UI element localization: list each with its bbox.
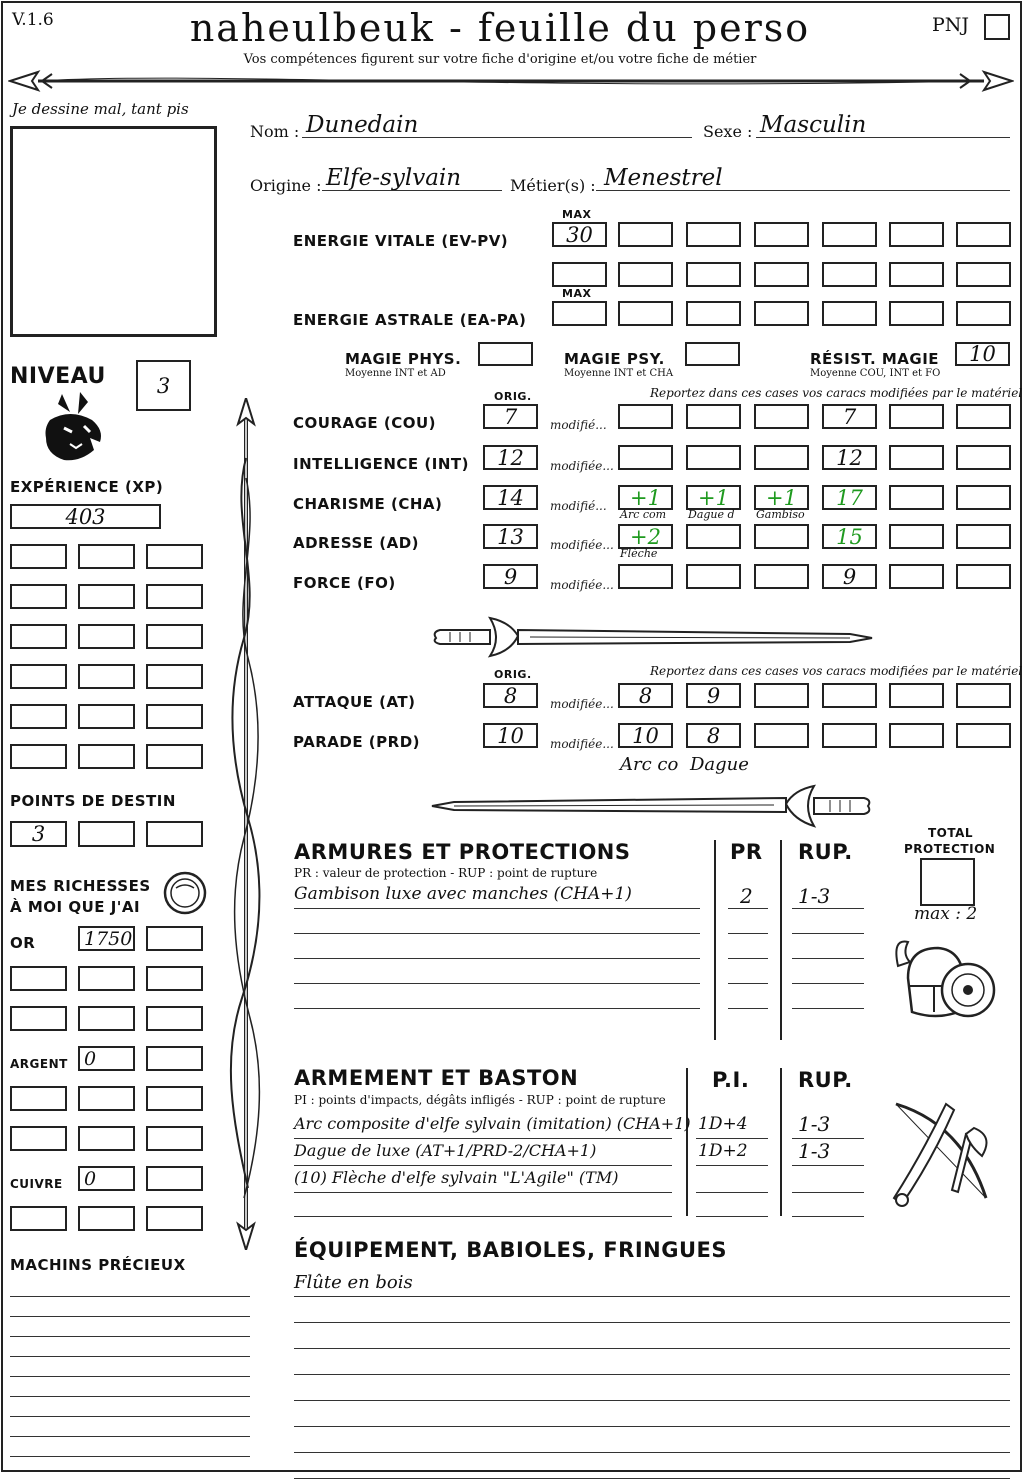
equipment-line-7 (294, 1452, 1010, 1453)
equipment-line-3 (294, 1348, 1010, 1349)
stat-mod-box-4-5[interactable] (889, 524, 944, 549)
sex-value[interactable]: Masculin (760, 112, 867, 138)
xp-box-2-3[interactable] (146, 584, 203, 609)
stats-report-note: Reportez dans ces cases vos caracs modifiées par le matériel (650, 386, 1023, 400)
resist-magic-box[interactable]: 10 (955, 342, 1010, 366)
ea-max-label: MAX (562, 287, 592, 300)
stat-mod-box-3-2[interactable]: +1 (686, 485, 741, 510)
treasure-line-4 (10, 1356, 250, 1357)
xp-box-1-3[interactable] (146, 544, 203, 569)
combat-mod-box-2-6[interactable] (956, 723, 1011, 748)
weapon-pi-line-4 (696, 1216, 768, 1217)
stat-mod-label-5: modifiée... (550, 578, 614, 592)
weapon-line-4 (294, 1216, 672, 1217)
combat-label-1: ATTAQUE (AT) (293, 693, 416, 711)
stat-mod-label-4: modifiée... (550, 538, 614, 552)
experience-label: EXPÉRIENCE (XP) (10, 478, 164, 496)
stat-label-4: ADRESSE (AD) (293, 534, 420, 552)
ea-box-2[interactable] (618, 301, 673, 326)
ea-box-3[interactable] (686, 301, 741, 326)
money-box-7-1[interactable]: 0 (78, 1166, 135, 1191)
stat-mod-box-4-4[interactable]: 15 (822, 524, 877, 549)
money-box-8-1[interactable] (10, 1206, 67, 1231)
helmet-shield-icon (888, 928, 998, 1036)
total-protection-box[interactable] (920, 858, 975, 906)
job-line (596, 190, 1010, 191)
armor-pr-1: 2 (740, 884, 753, 908)
armor-line-1 (294, 908, 700, 909)
ea-box-5[interactable] (822, 301, 877, 326)
stat-mod-box-4-2[interactable] (686, 524, 741, 549)
stat-mod-box-1-1[interactable] (618, 404, 673, 429)
dragon-icon (40, 390, 106, 466)
stat-extra-box-2[interactable] (956, 445, 1011, 470)
money-box-5-2[interactable] (78, 1086, 135, 1111)
ev-box-2[interactable] (618, 222, 673, 247)
stat-extra-box-3[interactable] (956, 485, 1011, 510)
level-label: NIVEAU (10, 364, 106, 389)
combat-mod-label-1: modifiée... (550, 697, 614, 711)
treasure-line-2 (10, 1316, 250, 1317)
money-box-7-2[interactable] (146, 1166, 203, 1191)
weapons-pi-header: P.I. (712, 1068, 750, 1092)
name-value[interactable]: Dunedain (306, 112, 419, 138)
money-box-5-1[interactable] (10, 1086, 67, 1111)
xp-box-5-1[interactable] (10, 704, 67, 729)
stats-orig-label: ORIG. (494, 390, 532, 403)
silver-label: ARGENT (10, 1057, 68, 1071)
stat-mod-box-2-4[interactable]: 12 (822, 445, 877, 470)
stat-mod-label-1: modifié... (550, 418, 607, 432)
treasure-line-3 (10, 1336, 250, 1337)
weapons-rup-header: RUP. (798, 1068, 853, 1092)
xp-box-2-2[interactable] (78, 584, 135, 609)
money-box-4-2[interactable] (146, 1046, 203, 1071)
name-label: Nom : (250, 122, 300, 141)
weapon-name-3: (10) Flèche d'elfe sylvain "L'Agile" (TM) (294, 1168, 619, 1187)
portrait-caption: Je dessine mal, tant pis (12, 100, 189, 118)
sex-label: Sexe : (703, 122, 753, 141)
money-box-2-3[interactable] (146, 966, 203, 991)
combat-orig-box-1[interactable]: 8 (483, 683, 538, 708)
combat-label-2: PARADE (PRD) (293, 733, 421, 751)
ev-box-row2-1[interactable] (552, 262, 607, 287)
sword-ornament-bottom (430, 782, 874, 830)
weapons-icon (882, 1094, 1000, 1214)
armor-rup-1: 1-3 (798, 884, 831, 908)
xp-box-4-3[interactable] (146, 664, 203, 689)
combat-mod-box-2-4[interactable] (822, 723, 877, 748)
stat-mod-box-5-4[interactable]: 9 (822, 564, 877, 589)
armor-divider-1 (714, 840, 716, 1040)
weapon-line-3 (294, 1192, 672, 1193)
armor-name-1: Gambison luxe avec manches (CHA+1) (294, 884, 632, 904)
stat-mod-label-3: modifié... (550, 499, 607, 513)
stat-mod-box-2-5[interactable] (889, 445, 944, 470)
armor-subtitle: PR : valeur de protection - RUP : point de rupture (294, 866, 598, 880)
stat-mod-box-1-3[interactable] (754, 404, 809, 429)
stat-orig-box-4[interactable]: 13 (483, 524, 538, 549)
xp-box-3-2[interactable] (78, 624, 135, 649)
ev-box-row2-6[interactable] (889, 262, 944, 287)
name-line (302, 137, 692, 138)
magic-phys-box[interactable] (478, 342, 533, 366)
resist-magic-label: RÉSIST. MAGIE (810, 350, 940, 368)
pnj-checkbox[interactable] (984, 14, 1010, 40)
money-box-8-2[interactable] (78, 1206, 135, 1231)
armor-title: ARMURES ET PROTECTIONS (294, 840, 631, 864)
portrait-box[interactable] (10, 126, 217, 337)
weapon-pi-1: 1D+4 (698, 1114, 748, 1134)
stat-orig-box-5[interactable]: 9 (483, 564, 538, 589)
origin-label: Origine : (250, 176, 322, 195)
wealth-label-2: À MOI QUE J'AI (10, 898, 141, 916)
stat-mod-box-5-2[interactable] (686, 564, 741, 589)
stat-mod-box-5-3[interactable] (754, 564, 809, 589)
destiny-label: POINTS DE DESTIN (10, 792, 176, 810)
treasure-line-5 (10, 1376, 250, 1377)
equipment-line-6 (294, 1426, 1010, 1427)
gold-label: OR (10, 934, 36, 952)
armor-line-2 (294, 933, 700, 934)
ev-box-row2-7[interactable] (956, 262, 1011, 287)
ev-box-row2-3[interactable] (686, 262, 741, 287)
weapon-pi-line-1 (696, 1138, 768, 1139)
stat-mod-box-1-2[interactable] (686, 404, 741, 429)
stat-mod-box-2-1[interactable] (618, 445, 673, 470)
stat-mod-box-5-5[interactable] (889, 564, 944, 589)
combat-mod-box-2-1[interactable]: 10 (618, 723, 673, 748)
weapon-rup-1: 1-3 (798, 1112, 831, 1136)
stat-extra-box-5[interactable] (956, 564, 1011, 589)
combat-mod-box-2-3[interactable] (754, 723, 809, 748)
xp-box-6-1[interactable] (10, 744, 67, 769)
money-box-2-1[interactable] (10, 966, 67, 991)
stat-mod-box-5-1[interactable] (618, 564, 673, 589)
ev-box-4[interactable] (754, 222, 809, 247)
xp-box-3-3[interactable] (146, 624, 203, 649)
stat-mod-box-1-5[interactable] (889, 404, 944, 429)
ev-box-6[interactable] (889, 222, 944, 247)
job-label: Métier(s) : (510, 176, 596, 195)
armor-rup-line-1 (792, 908, 864, 909)
money-box-6-3[interactable] (146, 1126, 203, 1151)
armor-rup-line-4 (792, 983, 864, 984)
stat-label-5: FORCE (FO) (293, 574, 396, 592)
copper-label: CUIVRE (10, 1177, 63, 1191)
money-box-8-3[interactable] (146, 1206, 203, 1231)
origin-value[interactable]: Elfe-sylvain (326, 165, 462, 191)
sword-ornament-top (430, 612, 874, 660)
combat-mod-label-2: modifiée... (550, 737, 614, 751)
ev-box-5[interactable] (822, 222, 877, 247)
xp-box-3-1[interactable] (10, 624, 67, 649)
ev-box-7[interactable] (956, 222, 1011, 247)
combat-mod-box-1-2[interactable]: 9 (686, 683, 741, 708)
weapon-rup-line-3 (792, 1192, 864, 1193)
ev-box-row2-2[interactable] (618, 262, 673, 287)
stat-note-3-1: Arc com (620, 508, 667, 521)
coin-icon (162, 870, 208, 916)
max-protection-note: max : 2 (914, 904, 978, 924)
stat-mod-box-3-1[interactable]: +1 (618, 485, 673, 510)
stat-mod-box-4-1[interactable]: +2 (618, 524, 673, 549)
stat-mod-box-3-5[interactable] (889, 485, 944, 510)
magic-psy-label: MAGIE PSY. (564, 350, 665, 368)
armor-line-3 (294, 958, 700, 959)
weapon-pi-line-2 (696, 1165, 768, 1166)
ev-box-1[interactable]: 30 (552, 222, 607, 247)
stat-orig-box-2[interactable]: 12 (483, 445, 538, 470)
money-box-1-1[interactable]: 1750 (78, 926, 135, 951)
xp-box-6-2[interactable] (78, 744, 135, 769)
armor-pr-line-3 (728, 958, 768, 959)
ev-max-label: MAX (562, 208, 592, 221)
weapons-divider-1 (686, 1068, 688, 1216)
wealth-label-1: MES RICHESSES (10, 877, 151, 895)
money-box-2-2[interactable] (78, 966, 135, 991)
ev-box-row2-4[interactable] (754, 262, 809, 287)
equipment-title: ÉQUIPEMENT, BABIOLES, FRINGUES (294, 1238, 727, 1262)
destiny-box-3[interactable] (146, 821, 203, 847)
money-box-6-2[interactable] (78, 1126, 135, 1151)
xp-box-1-2[interactable] (78, 544, 135, 569)
stat-mod-box-2-2[interactable] (686, 445, 741, 470)
money-box-6-1[interactable] (10, 1126, 67, 1151)
armor-pr-line-2 (728, 933, 768, 934)
weapons-title: ARMEMENT ET BASTON (294, 1066, 579, 1090)
stat-extra-box-4[interactable] (956, 524, 1011, 549)
armor-divider-2 (780, 840, 782, 1040)
equipment-line-4 (294, 1374, 1010, 1375)
combat-orig-box-2[interactable]: 10 (483, 723, 538, 748)
stat-label-2: INTELLIGENCE (INT) (293, 455, 469, 473)
stat-label-1: COURAGE (COU) (293, 414, 437, 432)
stat-mod-box-1-4[interactable]: 7 (822, 404, 877, 429)
xp-box-2-1[interactable] (10, 584, 67, 609)
equipment-line-2 (294, 1322, 1010, 1323)
armor-pr-line-1 (728, 908, 768, 909)
armor-rup-line-2 (792, 933, 864, 934)
armor-rup-line-3 (792, 958, 864, 959)
armor-rup-header: RUP. (798, 840, 853, 864)
origin-line (322, 190, 502, 191)
stat-note-4-1: Flèche (620, 547, 658, 560)
weapon-pi-2: 1D+2 (698, 1141, 748, 1161)
treasure-line-1 (10, 1296, 250, 1297)
ea-box-7[interactable] (956, 301, 1011, 326)
weapon-line-2 (294, 1165, 672, 1166)
money-box-3-2[interactable] (78, 1006, 135, 1031)
ev-box-3[interactable] (686, 222, 741, 247)
experience-box[interactable]: 403 (10, 504, 161, 529)
weapon-name-1: Arc composite d'elfe sylvain (imitation) (CHA+1) (294, 1114, 691, 1133)
armor-rup-line-5 (792, 1008, 864, 1009)
destiny-box-1[interactable]: 3 (10, 821, 67, 847)
money-box-3-3[interactable] (146, 1006, 203, 1031)
ea-box-1[interactable] (552, 301, 607, 326)
stat-mod-box-4-3[interactable] (754, 524, 809, 549)
treasure-line-7 (10, 1416, 250, 1417)
combat-note-1: Arc co (620, 754, 679, 775)
equipment-item-1: Flûte en bois (294, 1272, 413, 1293)
stat-extra-box-1[interactable] (956, 404, 1011, 429)
sex-line (756, 137, 1010, 138)
sheet-subtitle: Vos compétences figurent sur votre fiche d'origine et/ou votre fiche de métier (243, 52, 757, 67)
combat-orig-label: ORIG. (494, 668, 532, 681)
treasures-label: MACHINS PRÉCIEUX (10, 1256, 186, 1274)
combat-mod-box-1-6[interactable] (956, 683, 1011, 708)
header-spear-ornament (8, 66, 1014, 96)
treasure-line-9 (10, 1456, 250, 1457)
vertical-spear-ornament (226, 398, 266, 1250)
armor-pr-line-4 (728, 983, 768, 984)
ea-label: ENERGIE ASTRALE (EA-PA) (293, 311, 527, 329)
xp-box-4-1[interactable] (10, 664, 67, 689)
weapon-name-2: Dague de luxe (AT+1/PRD-2/CHA+1) (294, 1141, 597, 1160)
combat-mod-box-1-3[interactable] (754, 683, 809, 708)
pnj-label: PNJ (932, 14, 970, 36)
combat-report-note: Reportez dans ces cases vos caracs modifiées par le matériel (650, 664, 1023, 678)
weapons-subtitle: PI : points d'impacts, dégâts infligés - RUP : point de rupture (294, 1093, 666, 1107)
armor-pr-header: PR (730, 840, 763, 864)
weapon-rup-line-4 (792, 1216, 864, 1217)
ev-label: ENERGIE VITALE (EV-PV) (293, 232, 509, 250)
stat-mod-box-3-4[interactable]: 17 (822, 485, 877, 510)
stat-mod-box-2-3[interactable] (754, 445, 809, 470)
weapon-rup-line-2 (792, 1165, 864, 1166)
destiny-box-2[interactable] (78, 821, 135, 847)
armor-pr-line-5 (728, 1008, 768, 1009)
weapon-line-1 (294, 1138, 672, 1139)
weapon-rup-2: 1-3 (798, 1139, 831, 1163)
armor-line-4 (294, 983, 700, 984)
combat-mod-box-1-5[interactable] (889, 683, 944, 708)
stat-label-3: CHARISME (CHA) (293, 495, 443, 513)
xp-box-5-2[interactable] (78, 704, 135, 729)
sheet-title: naheulbeuk - feuille du perso (189, 6, 811, 50)
equipment-line-1 (294, 1296, 1010, 1297)
magic-phys-sub: Moyenne INT et AD (345, 368, 446, 379)
money-box-4-1[interactable]: 0 (78, 1046, 135, 1071)
magic-phys-label: MAGIE PHYS. (345, 350, 462, 368)
ea-box-4[interactable] (754, 301, 809, 326)
version-label: V.1.6 (12, 10, 54, 30)
job-value[interactable]: Menestrel (604, 165, 723, 191)
treasure-line-8 (10, 1436, 250, 1437)
money-box-1-2[interactable] (146, 926, 203, 951)
level-box[interactable]: 3 (136, 360, 191, 411)
ea-box-6[interactable] (889, 301, 944, 326)
combat-mod-box-1-4[interactable] (822, 683, 877, 708)
money-box-3-1[interactable] (10, 1006, 67, 1031)
equipment-line-5 (294, 1400, 1010, 1401)
stat-note-3-3: Gambiso (756, 508, 805, 521)
stat-orig-box-3[interactable]: 14 (483, 485, 538, 510)
stat-mod-box-3-3[interactable]: +1 (754, 485, 809, 510)
treasure-line-6 (10, 1396, 250, 1397)
combat-mod-box-1-1[interactable]: 8 (618, 683, 673, 708)
resist-magic-sub: Moyenne COU, INT et FO (810, 368, 941, 379)
armor-line-5 (294, 1008, 700, 1009)
xp-box-6-3[interactable] (146, 744, 203, 769)
xp-box-1-1[interactable] (10, 544, 67, 569)
stat-orig-box-1[interactable]: 7 (483, 404, 538, 429)
magic-psy-box[interactable] (685, 342, 740, 366)
combat-mod-box-2-2[interactable]: 8 (686, 723, 741, 748)
combat-note-2: Dague (690, 754, 749, 775)
weapon-pi-line-3 (696, 1192, 768, 1193)
money-box-5-3[interactable] (146, 1086, 203, 1111)
xp-box-4-2[interactable] (78, 664, 135, 689)
xp-box-5-3[interactable] (146, 704, 203, 729)
ev-box-row2-5[interactable] (822, 262, 877, 287)
weapons-divider-2 (780, 1068, 782, 1216)
combat-mod-box-2-5[interactable] (889, 723, 944, 748)
total-protection-label-1: TOTAL (928, 826, 974, 840)
stat-note-3-2: Dague d (688, 508, 735, 521)
total-protection-label-2: PROTECTION (904, 842, 996, 856)
magic-psy-sub: Moyenne INT et CHA (564, 368, 674, 379)
stat-mod-label-2: modifiée... (550, 459, 614, 473)
